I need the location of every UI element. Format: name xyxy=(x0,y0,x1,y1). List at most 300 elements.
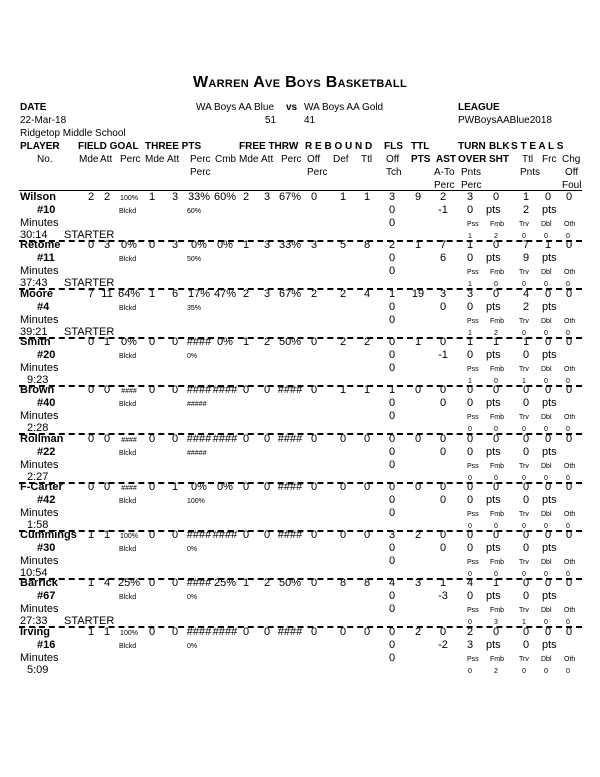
away-score: 41 xyxy=(304,115,316,126)
fg-made: 2 xyxy=(87,191,95,203)
three-attempts: 0 xyxy=(171,626,179,638)
fg-attempts: 1 xyxy=(103,626,111,638)
steals-forced: 0 xyxy=(544,577,552,589)
other-label: Oth xyxy=(564,318,576,325)
three-attempts: 3 xyxy=(171,239,179,251)
turnover-points: 0 xyxy=(466,542,474,554)
points-label: pts xyxy=(486,301,501,313)
steals-forced: 0 xyxy=(544,626,552,638)
assist-to-ratio: 0 xyxy=(439,397,447,409)
minutes-played: 9:23 xyxy=(27,374,49,386)
turnovers: 0 xyxy=(466,529,474,541)
header-field-goal: FIELD GOAL xyxy=(78,141,139,152)
blocked-label: Blckd xyxy=(119,208,137,215)
travel-label: Trv xyxy=(519,318,529,325)
fumble-count: 0 xyxy=(494,571,498,578)
fumble-label: Fmb xyxy=(490,318,504,325)
blocked-percent: 60% xyxy=(187,208,202,215)
assists: 0 xyxy=(439,384,447,396)
steal-points: 0 xyxy=(522,639,530,651)
fg-percent: #### xyxy=(121,485,137,492)
assists: 0 xyxy=(439,626,447,638)
assists: 0 xyxy=(439,481,447,493)
double-label: Dbl xyxy=(541,511,552,518)
pass-label: Pss xyxy=(467,656,479,663)
header-ft-made: Mde xyxy=(239,154,259,165)
ft-percent: 50% xyxy=(278,336,302,348)
reb-defensive: 8 xyxy=(339,577,347,589)
player-number: #40 xyxy=(37,397,56,409)
pass-label: Pss xyxy=(467,463,479,470)
points: 2 xyxy=(414,529,422,541)
reb-defensive: 1 xyxy=(339,384,347,396)
header-turn-perc: Perc xyxy=(461,180,482,191)
header-three-pts: THREE PTS xyxy=(145,141,202,152)
points-label: pts xyxy=(486,349,501,361)
minutes-label: Minutes xyxy=(20,217,59,229)
fumble-count: 2 xyxy=(494,233,498,240)
travel-label: Trv xyxy=(519,269,529,276)
fumble-count: 2 xyxy=(494,668,498,675)
touches: 0 xyxy=(388,314,396,326)
reb-offensive: 0 xyxy=(310,433,318,445)
reb-total: 0 xyxy=(363,433,371,445)
fg-made: 1 xyxy=(87,577,95,589)
travel-label: Trv xyxy=(519,366,529,373)
reb-total: 8 xyxy=(363,577,371,589)
minutes-label: Minutes xyxy=(20,314,59,326)
turnovers: 0 xyxy=(466,433,474,445)
header-shots: SHT xyxy=(489,154,509,165)
header-3p-perc: Perc xyxy=(190,154,211,165)
points-label: pts xyxy=(542,252,557,264)
three-percent: #### xyxy=(186,433,212,445)
travel-label: Trv xyxy=(519,559,529,566)
assist-to-ratio: 6 xyxy=(439,252,447,264)
header-number: No. xyxy=(37,154,53,165)
double-count: 0 xyxy=(544,475,548,482)
header-turn-points: Pnts xyxy=(461,167,482,178)
steals-total: 4 xyxy=(522,288,530,300)
fouls: 0 xyxy=(388,433,396,445)
blocked-percent: ##### xyxy=(187,450,207,457)
player-name: Cummings xyxy=(20,529,77,541)
ft-percent: #### xyxy=(277,481,303,493)
three-made: 0 xyxy=(148,433,156,445)
travel-count: 0 xyxy=(522,475,526,482)
combined-percent: 0% xyxy=(217,481,233,493)
three-attempts: 3 xyxy=(171,191,179,203)
turnover-points: 0 xyxy=(466,446,474,458)
other-label: Oth xyxy=(564,656,576,663)
touches: 0 xyxy=(388,603,396,615)
charges: 0 xyxy=(565,288,573,300)
points-label: pts xyxy=(486,639,501,651)
reb-offensive: 3 xyxy=(310,239,318,251)
travel-label: Trv xyxy=(519,511,529,518)
steals-forced: 0 xyxy=(544,481,552,493)
fouls-offensive: 0 xyxy=(388,494,396,506)
fouls-offensive: 0 xyxy=(388,542,396,554)
assists: 0 xyxy=(439,433,447,445)
assists: 2 xyxy=(439,191,447,203)
points: 0 xyxy=(414,481,422,493)
steal-points: 2 xyxy=(522,301,530,313)
header-turnover: TURN xyxy=(458,141,486,152)
blocked-label: Blckd xyxy=(119,594,137,601)
points-label: pts xyxy=(542,397,557,409)
points-label: pts xyxy=(486,542,501,554)
minutes-label: Minutes xyxy=(20,507,59,519)
reb-defensive: 2 xyxy=(339,336,347,348)
assists: 1 xyxy=(439,577,447,589)
header-rebound: R E B O U N D xyxy=(305,141,373,152)
combined-percent: #### xyxy=(212,384,238,396)
points: 1 xyxy=(414,336,422,348)
points-label: pts xyxy=(486,446,501,458)
fouls: 3 xyxy=(388,529,396,541)
reb-defensive: 0 xyxy=(339,433,347,445)
other-count: 0 xyxy=(566,330,570,337)
header-assist-to: A-To xyxy=(434,167,455,178)
three-made: 0 xyxy=(148,577,156,589)
other-label: Oth xyxy=(564,414,576,421)
player-name: Rollman xyxy=(20,433,64,445)
fouls-offensive: 0 xyxy=(388,301,396,313)
combined-percent: 47% xyxy=(213,288,237,300)
pass-label: Pss xyxy=(467,414,479,421)
ft-attempts: 2 xyxy=(263,336,271,348)
turnover-points: 3 xyxy=(466,639,474,651)
ft-attempts: 0 xyxy=(263,529,271,541)
home-score: 51 xyxy=(265,115,277,126)
fg-percent: #### xyxy=(121,437,137,444)
travel-label: Trv xyxy=(519,607,529,614)
turnovers: 3 xyxy=(466,191,474,203)
steal-points: 2 xyxy=(522,204,530,216)
player-number: #67 xyxy=(37,590,56,602)
ft-made: 1 xyxy=(242,336,250,348)
header-off-perc: Perc xyxy=(307,167,328,178)
header-3p-made: Mde xyxy=(145,154,165,165)
blocked-label: Blckd xyxy=(119,305,137,312)
header-3p-att: Att xyxy=(167,154,180,165)
double-label: Dbl xyxy=(541,559,552,566)
blocked-percent: 0% xyxy=(187,643,198,650)
minutes-played: 2:28 xyxy=(27,422,49,434)
travel-label: Trv xyxy=(519,656,529,663)
blocks: 0 xyxy=(492,433,500,445)
reb-total: 0 xyxy=(363,481,371,493)
other-label: Oth xyxy=(564,511,576,518)
travel-count: 0 xyxy=(522,330,526,337)
fg-attempts: 11 xyxy=(101,288,113,300)
player-number: #22 xyxy=(37,446,56,458)
travel-count: 0 xyxy=(522,668,526,675)
fumble-label: Fmb xyxy=(490,607,504,614)
fg-attempts: 4 xyxy=(103,577,111,589)
double-count: 0 xyxy=(544,330,548,337)
ft-made: 1 xyxy=(242,577,250,589)
reb-total: 4 xyxy=(363,288,371,300)
header-fouls: FLS xyxy=(384,141,403,152)
steal-points: 0 xyxy=(522,542,530,554)
charges: 0 xyxy=(565,191,573,203)
fg-attempts: 0 xyxy=(103,433,111,445)
three-attempts: 0 xyxy=(171,384,179,396)
minutes-played: 5:09 xyxy=(27,664,49,676)
other-count: 0 xyxy=(566,668,570,675)
charges: 0 xyxy=(565,626,573,638)
combined-percent: 0% xyxy=(217,239,233,251)
ft-percent: #### xyxy=(277,384,303,396)
fg-percent: 100% xyxy=(120,195,138,202)
charges: 0 xyxy=(565,481,573,493)
header-3p-perc-2: Perc xyxy=(190,167,211,178)
reb-total: 1 xyxy=(363,191,371,203)
other-count: 0 xyxy=(566,619,570,626)
pass-label: Pss xyxy=(467,607,479,614)
header-touch: Tch xyxy=(386,167,402,178)
assists: 0 xyxy=(439,529,447,541)
starter-label: STARTER xyxy=(64,229,115,241)
minutes-label: Minutes xyxy=(20,603,59,615)
blocked-percent: 35% xyxy=(187,305,202,312)
blocks: 0 xyxy=(492,529,500,541)
three-percent: 17% xyxy=(187,288,211,300)
header-player: PLAYER xyxy=(20,141,60,152)
turnover-points: 0 xyxy=(466,349,474,361)
assists: 0 xyxy=(439,336,447,348)
blocked-percent: ##### xyxy=(187,401,207,408)
touches: 0 xyxy=(388,459,396,471)
turnover-points: 0 xyxy=(466,590,474,602)
header-reb-off: Off xyxy=(307,154,321,165)
three-attempts: 6 xyxy=(171,288,179,300)
reb-offensive: 0 xyxy=(310,577,318,589)
assist-to-ratio: 0 xyxy=(439,542,447,554)
steals-forced: 0 xyxy=(544,288,552,300)
fumble-count: 3 xyxy=(494,619,498,626)
fouls-offensive: 0 xyxy=(388,446,396,458)
steals-total: 0 xyxy=(522,626,530,638)
header-reb-total: Ttl xyxy=(361,154,373,165)
steals-total: 0 xyxy=(522,384,530,396)
ft-percent: 67% xyxy=(278,191,302,203)
reb-total: 2 xyxy=(363,336,371,348)
touches: 0 xyxy=(388,410,396,422)
double-count: 0 xyxy=(544,619,548,626)
points-label: pts xyxy=(542,301,557,313)
fumble-label: Fmb xyxy=(490,511,504,518)
travel-count: 0 xyxy=(522,523,526,530)
player-number: #42 xyxy=(37,494,56,506)
header-steals-total: Ttl xyxy=(522,154,534,165)
three-percent: #### xyxy=(186,336,212,348)
other-count: 0 xyxy=(566,426,570,433)
blocked-label: Blckd xyxy=(119,353,137,360)
turnovers: 1 xyxy=(466,239,474,251)
double-label: Dbl xyxy=(541,607,552,614)
fg-percent: 25% xyxy=(117,577,141,589)
steals-total: 1 xyxy=(522,191,530,203)
blocked-label: Blckd xyxy=(119,498,137,505)
touches: 0 xyxy=(388,217,396,229)
fg-made: 7 xyxy=(87,288,95,300)
fg-made: 0 xyxy=(87,384,95,396)
three-attempts: 1 xyxy=(171,481,179,493)
fg-made: 1 xyxy=(87,529,95,541)
fouls: 2 xyxy=(388,239,396,251)
touches: 0 xyxy=(388,652,396,664)
double-label: Dbl xyxy=(541,318,552,325)
header-steals: S T E A L S xyxy=(511,141,564,152)
assist-to-ratio: 0 xyxy=(439,301,447,313)
combined-percent: #### xyxy=(212,529,238,541)
reb-total: 0 xyxy=(363,529,371,541)
reb-defensive: 0 xyxy=(339,529,347,541)
points: 9 xyxy=(414,191,422,203)
turnovers: 0 xyxy=(466,481,474,493)
ft-made: 2 xyxy=(242,288,250,300)
reb-defensive: 0 xyxy=(339,481,347,493)
header-combined: Cmb xyxy=(215,154,237,165)
fouls: 1 xyxy=(388,288,396,300)
reb-total: 8 xyxy=(363,239,371,251)
reb-offensive: 0 xyxy=(310,384,318,396)
double-count: 0 xyxy=(544,378,548,385)
double-count: 0 xyxy=(544,571,548,578)
header-fouls-off: Off xyxy=(386,154,400,165)
minutes-played: 1:58 xyxy=(27,519,49,531)
player-name: F-Carter xyxy=(20,481,63,493)
header-assist-perc: Perc xyxy=(434,180,455,191)
fg-made: 0 xyxy=(87,239,95,251)
three-made: 0 xyxy=(148,336,156,348)
pass-count: 1 xyxy=(468,281,472,288)
steal-points: 0 xyxy=(522,397,530,409)
minutes-played: 39:21 xyxy=(20,326,48,338)
other-label: Oth xyxy=(564,463,576,470)
blocks: 0 xyxy=(492,481,500,493)
pass-count: 1 xyxy=(468,233,472,240)
blocks: 0 xyxy=(492,288,500,300)
combined-percent: 0% xyxy=(217,336,233,348)
steals-forced: 0 xyxy=(544,529,552,541)
fumble-count: 0 xyxy=(494,475,498,482)
steals-forced: 0 xyxy=(544,336,552,348)
ft-attempts: 2 xyxy=(263,577,271,589)
points-label: pts xyxy=(542,446,557,458)
header-over: OVER xyxy=(458,154,487,165)
three-percent: #### xyxy=(186,577,212,589)
turnover-points: 0 xyxy=(466,301,474,313)
header-foul: Foul xyxy=(562,180,582,191)
combined-percent: #### xyxy=(212,626,238,638)
fumble-label: Fmb xyxy=(490,656,504,663)
reb-defensive: 2 xyxy=(339,288,347,300)
fouls: 1 xyxy=(388,384,396,396)
steals-total: 7 xyxy=(522,239,530,251)
reb-defensive: 1 xyxy=(339,191,347,203)
header-assists: AST xyxy=(436,154,456,165)
fouls: 0 xyxy=(388,626,396,638)
double-count: 0 xyxy=(544,523,548,530)
steals-forced: 0 xyxy=(544,433,552,445)
pass-count: 0 xyxy=(468,668,472,675)
ft-made: 2 xyxy=(242,191,250,203)
assist-to-ratio: -3 xyxy=(438,590,448,602)
fg-attempts: 2 xyxy=(103,191,111,203)
points: 0 xyxy=(414,384,422,396)
pass-count: 0 xyxy=(468,426,472,433)
points-label: pts xyxy=(542,204,557,216)
charges: 0 xyxy=(565,336,573,348)
travel-count: 0 xyxy=(522,571,526,578)
ft-attempts: 0 xyxy=(263,481,271,493)
pass-label: Pss xyxy=(467,511,479,518)
assists: 3 xyxy=(439,288,447,300)
touches: 0 xyxy=(388,507,396,519)
charges: 0 xyxy=(565,384,573,396)
fg-percent: #### xyxy=(121,388,137,395)
blocked-label: Blckd xyxy=(119,256,137,263)
blocked-percent: 0% xyxy=(187,594,198,601)
points-label: pts xyxy=(486,590,501,602)
header-fg-made: Mde xyxy=(79,154,99,165)
vs-label: vs xyxy=(286,102,298,113)
ft-percent: 50% xyxy=(278,577,302,589)
points-label: pts xyxy=(542,349,557,361)
fumble-label: Fmb xyxy=(490,366,504,373)
pass-count: 0 xyxy=(468,475,472,482)
fumble-label: Fmb xyxy=(490,269,504,276)
minutes-label: Minutes xyxy=(20,362,59,374)
blocks: 0 xyxy=(492,191,500,203)
other-label: Oth xyxy=(564,559,576,566)
charges: 0 xyxy=(565,433,573,445)
minutes-label: Minutes xyxy=(20,265,59,277)
ft-attempts: 0 xyxy=(263,626,271,638)
other-count: 0 xyxy=(566,281,570,288)
header-ft-perc: Perc xyxy=(281,154,302,165)
minutes-played: 30:14 xyxy=(20,229,48,241)
travel-label: Trv xyxy=(519,414,529,421)
player-name: Retome xyxy=(20,239,61,251)
points-label: pts xyxy=(486,252,501,264)
fg-made: 0 xyxy=(87,336,95,348)
pass-label: Pss xyxy=(467,318,479,325)
home-team: WA Boys AA Blue xyxy=(196,102,275,113)
three-made: 0 xyxy=(148,626,156,638)
minutes-played: 27:33 xyxy=(20,615,48,627)
header-fg-att: Att xyxy=(100,154,113,165)
points-label: pts xyxy=(486,204,501,216)
points: 2 xyxy=(414,626,422,638)
double-label: Dbl xyxy=(541,656,552,663)
assist-to-ratio: -1 xyxy=(438,349,448,361)
player-name: Brown xyxy=(20,384,55,396)
fg-percent: 100% xyxy=(120,533,138,540)
minutes-played: 37:43 xyxy=(20,277,48,289)
blocked-label: Blckd xyxy=(119,450,137,457)
steals-forced: 0 xyxy=(544,384,552,396)
fg-attempts: 1 xyxy=(103,529,111,541)
ft-made: 0 xyxy=(242,384,250,396)
fouls-offensive: 0 xyxy=(388,204,396,216)
ft-made: 0 xyxy=(242,529,250,541)
assist-to-ratio: 0 xyxy=(439,494,447,506)
